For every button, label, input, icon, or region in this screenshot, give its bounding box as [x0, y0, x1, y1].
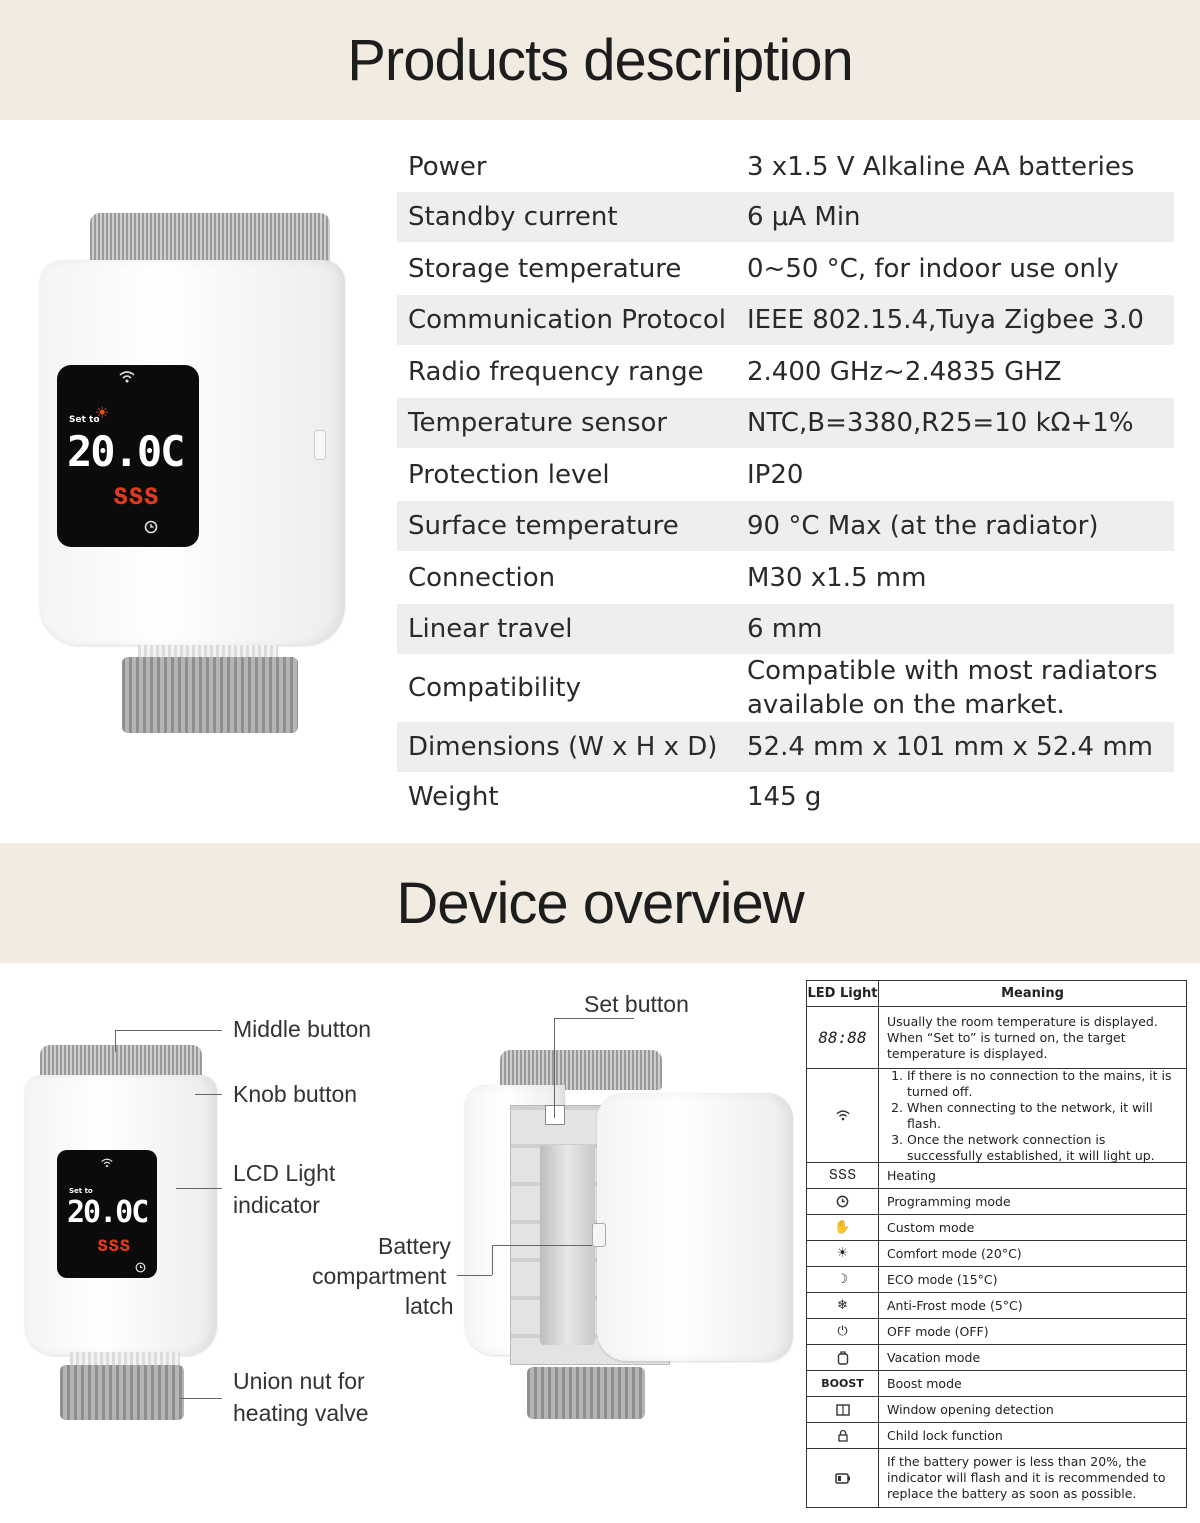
spec-row: Dimensions (W x H x D) 52.4 mm x 101 mm x 52.4 mm — [397, 722, 1174, 772]
set-to-label: Set to — [69, 415, 100, 425]
spec-table — [397, 142, 1174, 822]
table-row: ❄ Anti-Frost mode (5°C) — [807, 1293, 1186, 1319]
table-row: ☽ ECO mode (15°C) — [807, 1267, 1186, 1293]
section-title: Products description — [347, 27, 853, 93]
spec-row: Surface temperature 90 °C Max (at the radiator) — [397, 501, 1174, 551]
heating-icon: ՏՏՏ — [807, 1163, 879, 1188]
battery-callout-line1: Battery — [378, 1233, 451, 1259]
wifi-icon — [807, 1069, 879, 1162]
spec-row: Linear travel 6 mm — [397, 604, 1174, 654]
heating-icon: ՏՏՏ — [97, 1236, 131, 1255]
spec-row: Protection level IP20 — [408, 459, 804, 490]
products-description-banner — [0, 0, 1200, 120]
lcd-callout-line1: LCD Light — [233, 1160, 336, 1186]
heating-icon: ՏՏՏ — [113, 485, 159, 510]
table-header: LED Light Meaning — [807, 981, 1186, 1007]
thermostat-open-image — [465, 1045, 800, 1425]
table-row — [807, 1069, 1186, 1163]
spec-row: Compatibility Compatible with most radiators available on the market. — [408, 656, 1158, 720]
sun-icon: ☀ — [95, 403, 110, 422]
set-button-callout: Set button — [584, 991, 689, 1017]
battery-icon — [807, 1449, 879, 1507]
device-overview-banner — [0, 843, 1200, 963]
spec-row: Communication Protocol IEEE 802.15.4,Tuya Zigbee 3.0 — [397, 295, 1174, 345]
wifi-icon — [119, 371, 135, 387]
table-row: Vacation mode — [807, 1345, 1186, 1371]
spec-row: Storage temperature 0~50 °C, for indoor use only — [408, 253, 1119, 284]
snowflake-icon: ❄ — [807, 1293, 879, 1318]
spec-row: Temperature sensor NTC,B=3380,R25=10 kΩ+1% — [397, 398, 1174, 448]
hand-icon: ✋ — [807, 1215, 879, 1240]
spec-row: Power 3 x1.5 V Alkaline AA batteries — [408, 152, 1135, 182]
wifi-status-list: 1. If there is no connection to the mains, it is turned off. 2. When connecting to the network, it will flash. 3. Once the network connection is successfully established, it will light up. — [887, 1068, 1178, 1164]
union-nut-callout-line1: Union nut for — [233, 1368, 365, 1394]
spec-row: Standby current 6 μA Min — [397, 192, 1174, 242]
boost-icon: BOOST — [807, 1371, 879, 1396]
table-row: ✋ Custom mode — [807, 1215, 1186, 1241]
temperature-readout: 20.0C — [67, 427, 184, 476]
battery-callout-line2: compartment — [312, 1263, 447, 1289]
table-row: ☀ Comfort mode (20°C) — [807, 1241, 1186, 1267]
union-nut-callout-line2: heating valve — [233, 1400, 369, 1426]
suitcase-icon — [807, 1345, 879, 1370]
table-row: Window opening detection — [807, 1397, 1186, 1423]
temperature-readout: 20.0C — [67, 1195, 148, 1230]
spec-row: Connection M30 x1.5 mm — [408, 562, 927, 593]
table-row: ՏՏՏ Heating — [807, 1163, 1186, 1189]
thermostat-image — [30, 205, 360, 745]
spec-row: Radio frequency range 2.400 GHz~2.4835 GHZ — [408, 356, 1062, 387]
knob-button-callout: Knob button — [233, 1081, 358, 1107]
lcd-callout-line2: indicator — [233, 1192, 320, 1218]
sun-icon: ☀ — [807, 1241, 879, 1266]
moon-icon: ☽ — [807, 1267, 879, 1292]
window-icon — [807, 1397, 879, 1422]
clock-icon — [807, 1189, 879, 1214]
wifi-icon — [101, 1153, 113, 1172]
table-row: 88:88 Usually the room temperature is displayed. When “Set to” is turned on, the target temperature is displayed. — [807, 1007, 1186, 1069]
table-row: BOOST Boost mode — [807, 1371, 1186, 1397]
battery-callout-line3: latch — [405, 1293, 454, 1319]
spec-row: Weight 145 g — [408, 782, 822, 812]
clock-icon — [144, 519, 158, 538]
table-row: If the battery power is less than 20%, the indicator will flash and it is recommended to replace the battery as soon as possible. — [807, 1449, 1186, 1507]
digits-icon: 88:88 — [807, 1007, 879, 1068]
clock-icon — [135, 1258, 146, 1277]
led-meaning-table — [806, 980, 1187, 1508]
power-icon: ⏻ — [807, 1319, 879, 1344]
thermostat-front-image — [20, 1040, 220, 1425]
table-row: ⏻ OFF mode (OFF) — [807, 1319, 1186, 1345]
table-row: Programming mode — [807, 1189, 1186, 1215]
table-row: Child lock function — [807, 1423, 1186, 1449]
section-title: Device overview — [396, 870, 804, 936]
lock-icon — [807, 1423, 879, 1448]
set-to-label: Set to — [69, 1187, 93, 1195]
middle-button-callout: Middle button — [233, 1016, 372, 1042]
